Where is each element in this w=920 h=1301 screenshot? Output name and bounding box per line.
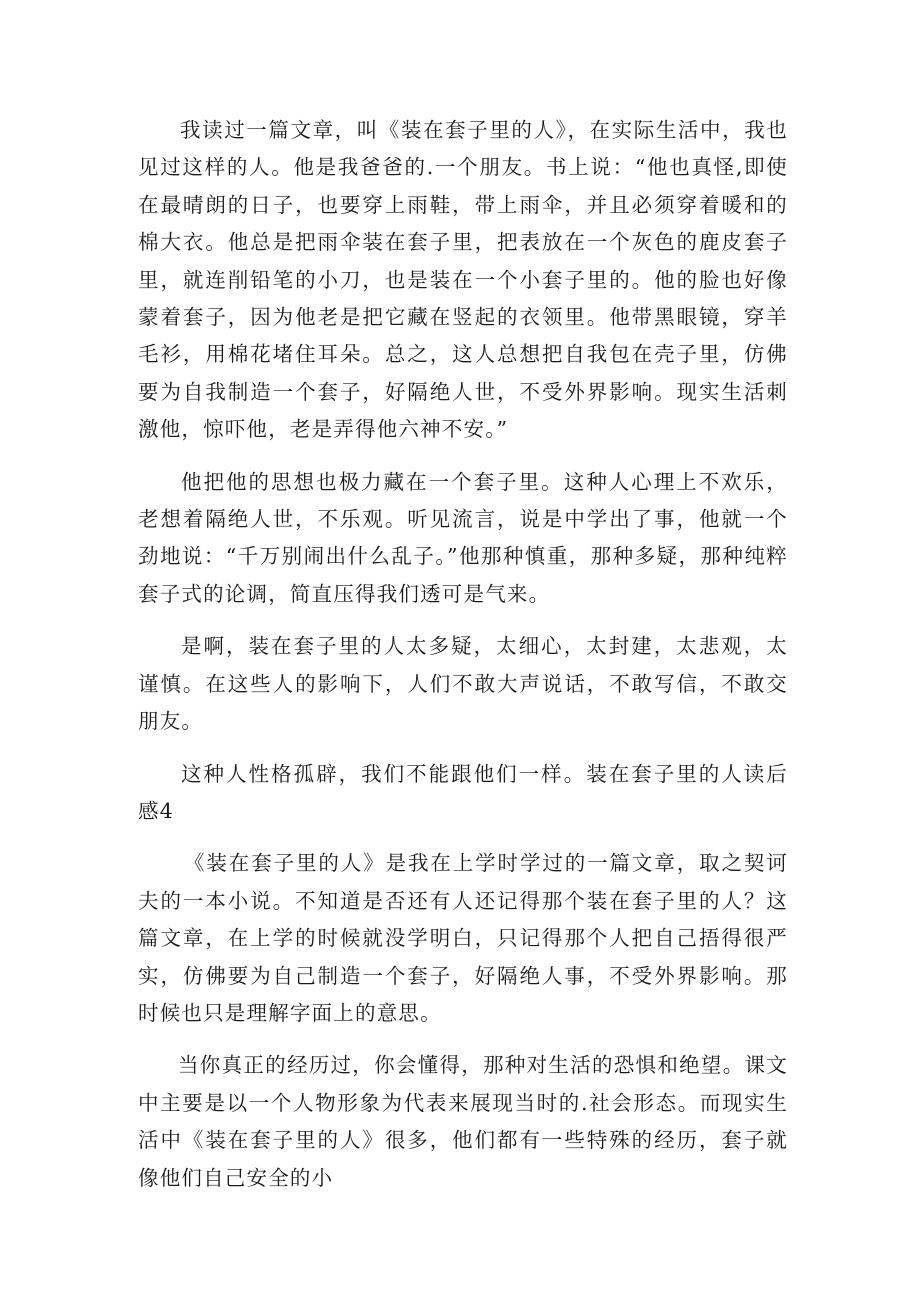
paragraph-2: 他把他的思想也极力藏在一个套子里。这种人心理上不欢乐，老想着隔绝人世，不乐观。听见流言，说是中学出了事，他就一个劲地说：“千万别闹出什么乱子。”他那种慎重，那种多疑，那种纯粹套子式的论调，简直压得我们透可是气来。 xyxy=(138,469,788,606)
paragraph-3: 是啊，装在套子里的人太多疑，太细心，太封建，太悲观，太谨慎。在这些人的影响下，人们不敢大声说话，不敢写信，不敢交朋友。 xyxy=(138,634,788,734)
paragraph-6: 当你真正的经历过，你会懂得，那种对生活的恐惧和绝望。课文中主要是以一个人物形象为代表来展现当时的.社会形态。而现实生活中《装在套子里的人》很多，他们都有一些特殊的经历，套子就像他们自己安全的小 xyxy=(138,1053,788,1190)
document-body xyxy=(138,112,788,1197)
paragraph-1: 我读过一篇文章，叫《装在套子里的人》，在实际生活中，我也见过这样的人。他是我爸爸的.一个朋友。书上说：“他也真怪,即使在最晴朗的日子，也要穿上雨鞋，带上雨伞，并且必须穿着暖和的棉大衣。他总是把雨伞装在套子里，把表放在一个灰色的鹿皮套子里，就连削铅笔的小刀，也是装在一个小套子里的。他的脸也好像蒙着套子，因为他老是把它藏在竖起的衣领里。他带黑眼镜，穿羊毛衫，用棉花堵住耳朵。总之，这人总想把自我包在壳子里，仿佛要为自我制造一个套子，好隔绝人世，不受外界影响。现实生活刺激他，惊吓他，老是弄得他六神不安。” xyxy=(138,118,788,442)
paragraph-4: 这种人性格孤辟，我们不能跟他们一样。装在套子里的人读后感4 xyxy=(138,761,788,823)
paragraph-5: 《装在套子里的人》是我在上学时学过的一篇文章，取之契诃夫的一本小说。不知道是否还有人还记得那个装在套子里的人？这篇文章，在上学的时候就没学明白，只记得那个人把自己捂得很严实，仿佛要为自己制造一个套子，好隔绝人事，不受外界影响。那时候也只是理解字面上的意思。 xyxy=(138,851,788,1025)
